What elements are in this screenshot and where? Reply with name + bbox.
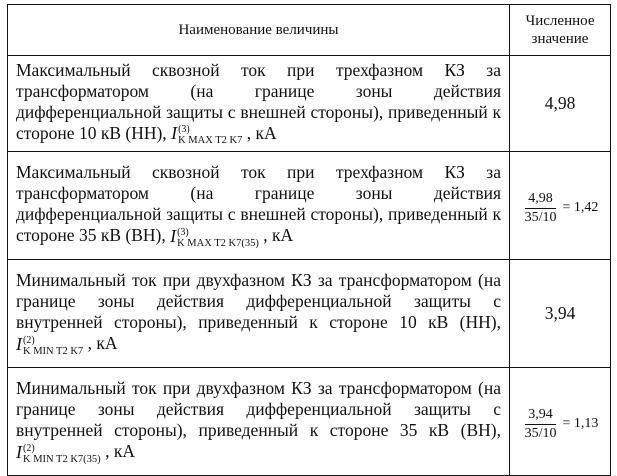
numeric-value: 3,94 — [510, 260, 611, 368]
current-symbol — [16, 334, 83, 357]
numeric-value: 4,98 — [510, 56, 611, 152]
quantity-description — [8, 152, 510, 260]
unit-label: , кА — [246, 123, 277, 143]
table-row — [8, 152, 611, 260]
header-numeric-value-line1: Численное — [525, 13, 595, 29]
fraction-result: = 1,13 — [562, 416, 599, 432]
numeric-value — [510, 152, 611, 260]
current-symbol — [170, 226, 259, 249]
symbol-letter: I — [16, 333, 22, 354]
unit-label: , кА — [263, 225, 294, 246]
header-numeric-value-line2: значение — [531, 31, 589, 47]
fraction-denominator: 35/10 — [524, 425, 557, 441]
parameters-table — [7, 4, 611, 476]
description-text: Минимальный ток при двухфазном КЗ за трансформатором (на границе зоны действия дифференциальной защиты с внутренней стороны), приведенный к стороне 10 кВ (НН), — [16, 270, 501, 333]
unit-label: , кА — [87, 333, 118, 354]
fraction-expression — [522, 191, 599, 226]
current-symbol — [16, 442, 101, 465]
symbol-subscript: K MAX T2 K7 — [178, 135, 243, 147]
symbol-subscript: K MIN T2 K7 — [23, 345, 84, 357]
header-numeric-value — [510, 5, 611, 56]
description-text: Минимальный ток при двухфазном КЗ за трансформатором (на границе зоны действия дифференциальной защиты с внутренней стороны), приведенный к стороне 35 кВ (ВН), — [16, 378, 501, 441]
symbol-letter: I — [170, 225, 177, 246]
table-row — [8, 260, 611, 368]
quantity-description — [8, 368, 510, 476]
symbol-superscript: (2) — [23, 442, 35, 454]
fraction-numerator: 3,94 — [525, 407, 556, 425]
symbol-superscript: (3) — [178, 124, 190, 136]
symbol-letter: I — [16, 441, 22, 462]
quantity-description — [8, 260, 510, 368]
description-text: Максимальный сквозной ток при трехфазном КЗ за трансформатором (на границе зоны действия дифференциальной защиты с внешней стороны), приведенный к стороне 10 кВ (НН), — [16, 60, 501, 143]
current-symbol — [171, 123, 242, 146]
numeric-value — [510, 368, 611, 476]
table-row — [8, 368, 611, 476]
symbol-letter: I — [171, 123, 178, 144]
symbol-superscript: (3) — [177, 226, 189, 238]
unit-label: , кА — [105, 441, 135, 462]
symbol-superscript: (2) — [23, 334, 35, 346]
fraction-denominator: 35/10 — [524, 209, 557, 225]
description-text: Максимальный сквозной ток при трехфазном КЗ за трансформатором (на границе зоны действия дифференциальной защиты с внешней стороны), приведенный к стороне 35 кВ (ВН), — [16, 162, 501, 246]
fraction-numerator: 4,98 — [525, 191, 556, 209]
table-row — [8, 56, 611, 152]
symbol-subscript: K MIN T2 K7(35) — [23, 453, 101, 465]
table-header-row — [8, 5, 611, 56]
fraction-result: = 1,42 — [562, 200, 599, 216]
fraction-expression — [522, 407, 599, 442]
quantity-description — [8, 56, 510, 152]
header-quantity-name: Наименование величины — [8, 5, 510, 56]
symbol-subscript: K MAX T2 K7(35) — [177, 237, 259, 249]
